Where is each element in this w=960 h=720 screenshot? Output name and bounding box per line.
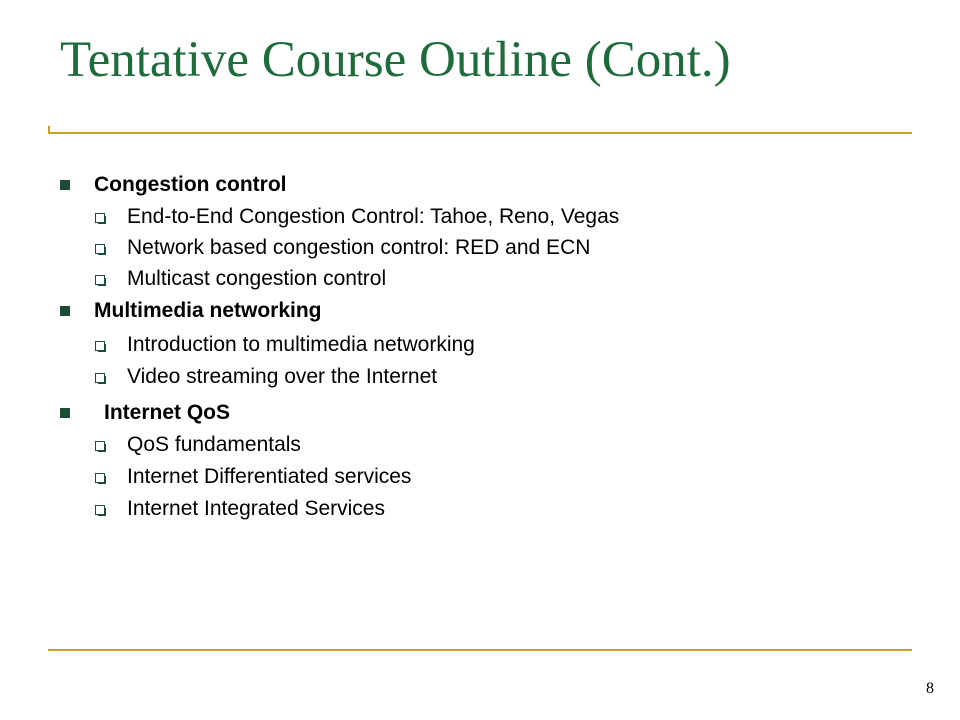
box-bullet-icon	[95, 441, 105, 451]
square-bullet-icon	[60, 306, 70, 316]
subtopic-label: End-to-End Congestion Control: Tahoe, Reno, Vegas	[127, 205, 620, 228]
box-bullet-icon	[95, 244, 105, 254]
topic-label: Internet QoS	[104, 401, 231, 424]
subtopic-item	[95, 430, 301, 460]
box-bullet-icon	[95, 275, 105, 285]
topic-internet-qos	[60, 399, 230, 427]
box-bullet-icon	[95, 505, 105, 515]
subtopic-label: Network based congestion control: RED and ECN	[127, 236, 591, 259]
subtopic-label: Multicast congestion control	[127, 267, 387, 290]
subtopic-label: Internet Differentiated services	[127, 465, 412, 488]
box-bullet-icon	[95, 213, 105, 223]
subtopic-item	[95, 233, 590, 263]
page-number: 8	[926, 680, 934, 697]
square-bullet-icon	[60, 180, 70, 190]
subtopic-label: Introduction to multimedia networking	[127, 333, 475, 356]
square-bullet-icon	[60, 408, 70, 418]
subtopic-item	[95, 330, 475, 360]
subtopic-item	[95, 264, 386, 294]
title-divider	[48, 132, 912, 134]
subtopic-item	[95, 462, 411, 492]
topic-label: Congestion control	[94, 173, 287, 196]
subtopic-label: QoS fundamentals	[127, 433, 301, 456]
box-bullet-icon	[95, 373, 105, 383]
box-bullet-icon	[95, 473, 105, 483]
topic-label: Multimedia networking	[94, 299, 322, 322]
subtopic-label: Internet Integrated Services	[127, 497, 385, 520]
subtopic-label: Video streaming over the Internet	[127, 365, 438, 388]
topic-congestion-control	[60, 171, 287, 199]
footer-divider	[48, 649, 912, 651]
topic-multimedia-networking	[60, 297, 322, 325]
subtopic-item	[95, 494, 385, 524]
slide-title: Tentative Course Outline (Cont.)	[60, 32, 731, 88]
box-bullet-icon	[95, 341, 105, 351]
subtopic-item	[95, 362, 437, 392]
subtopic-item	[95, 202, 619, 232]
